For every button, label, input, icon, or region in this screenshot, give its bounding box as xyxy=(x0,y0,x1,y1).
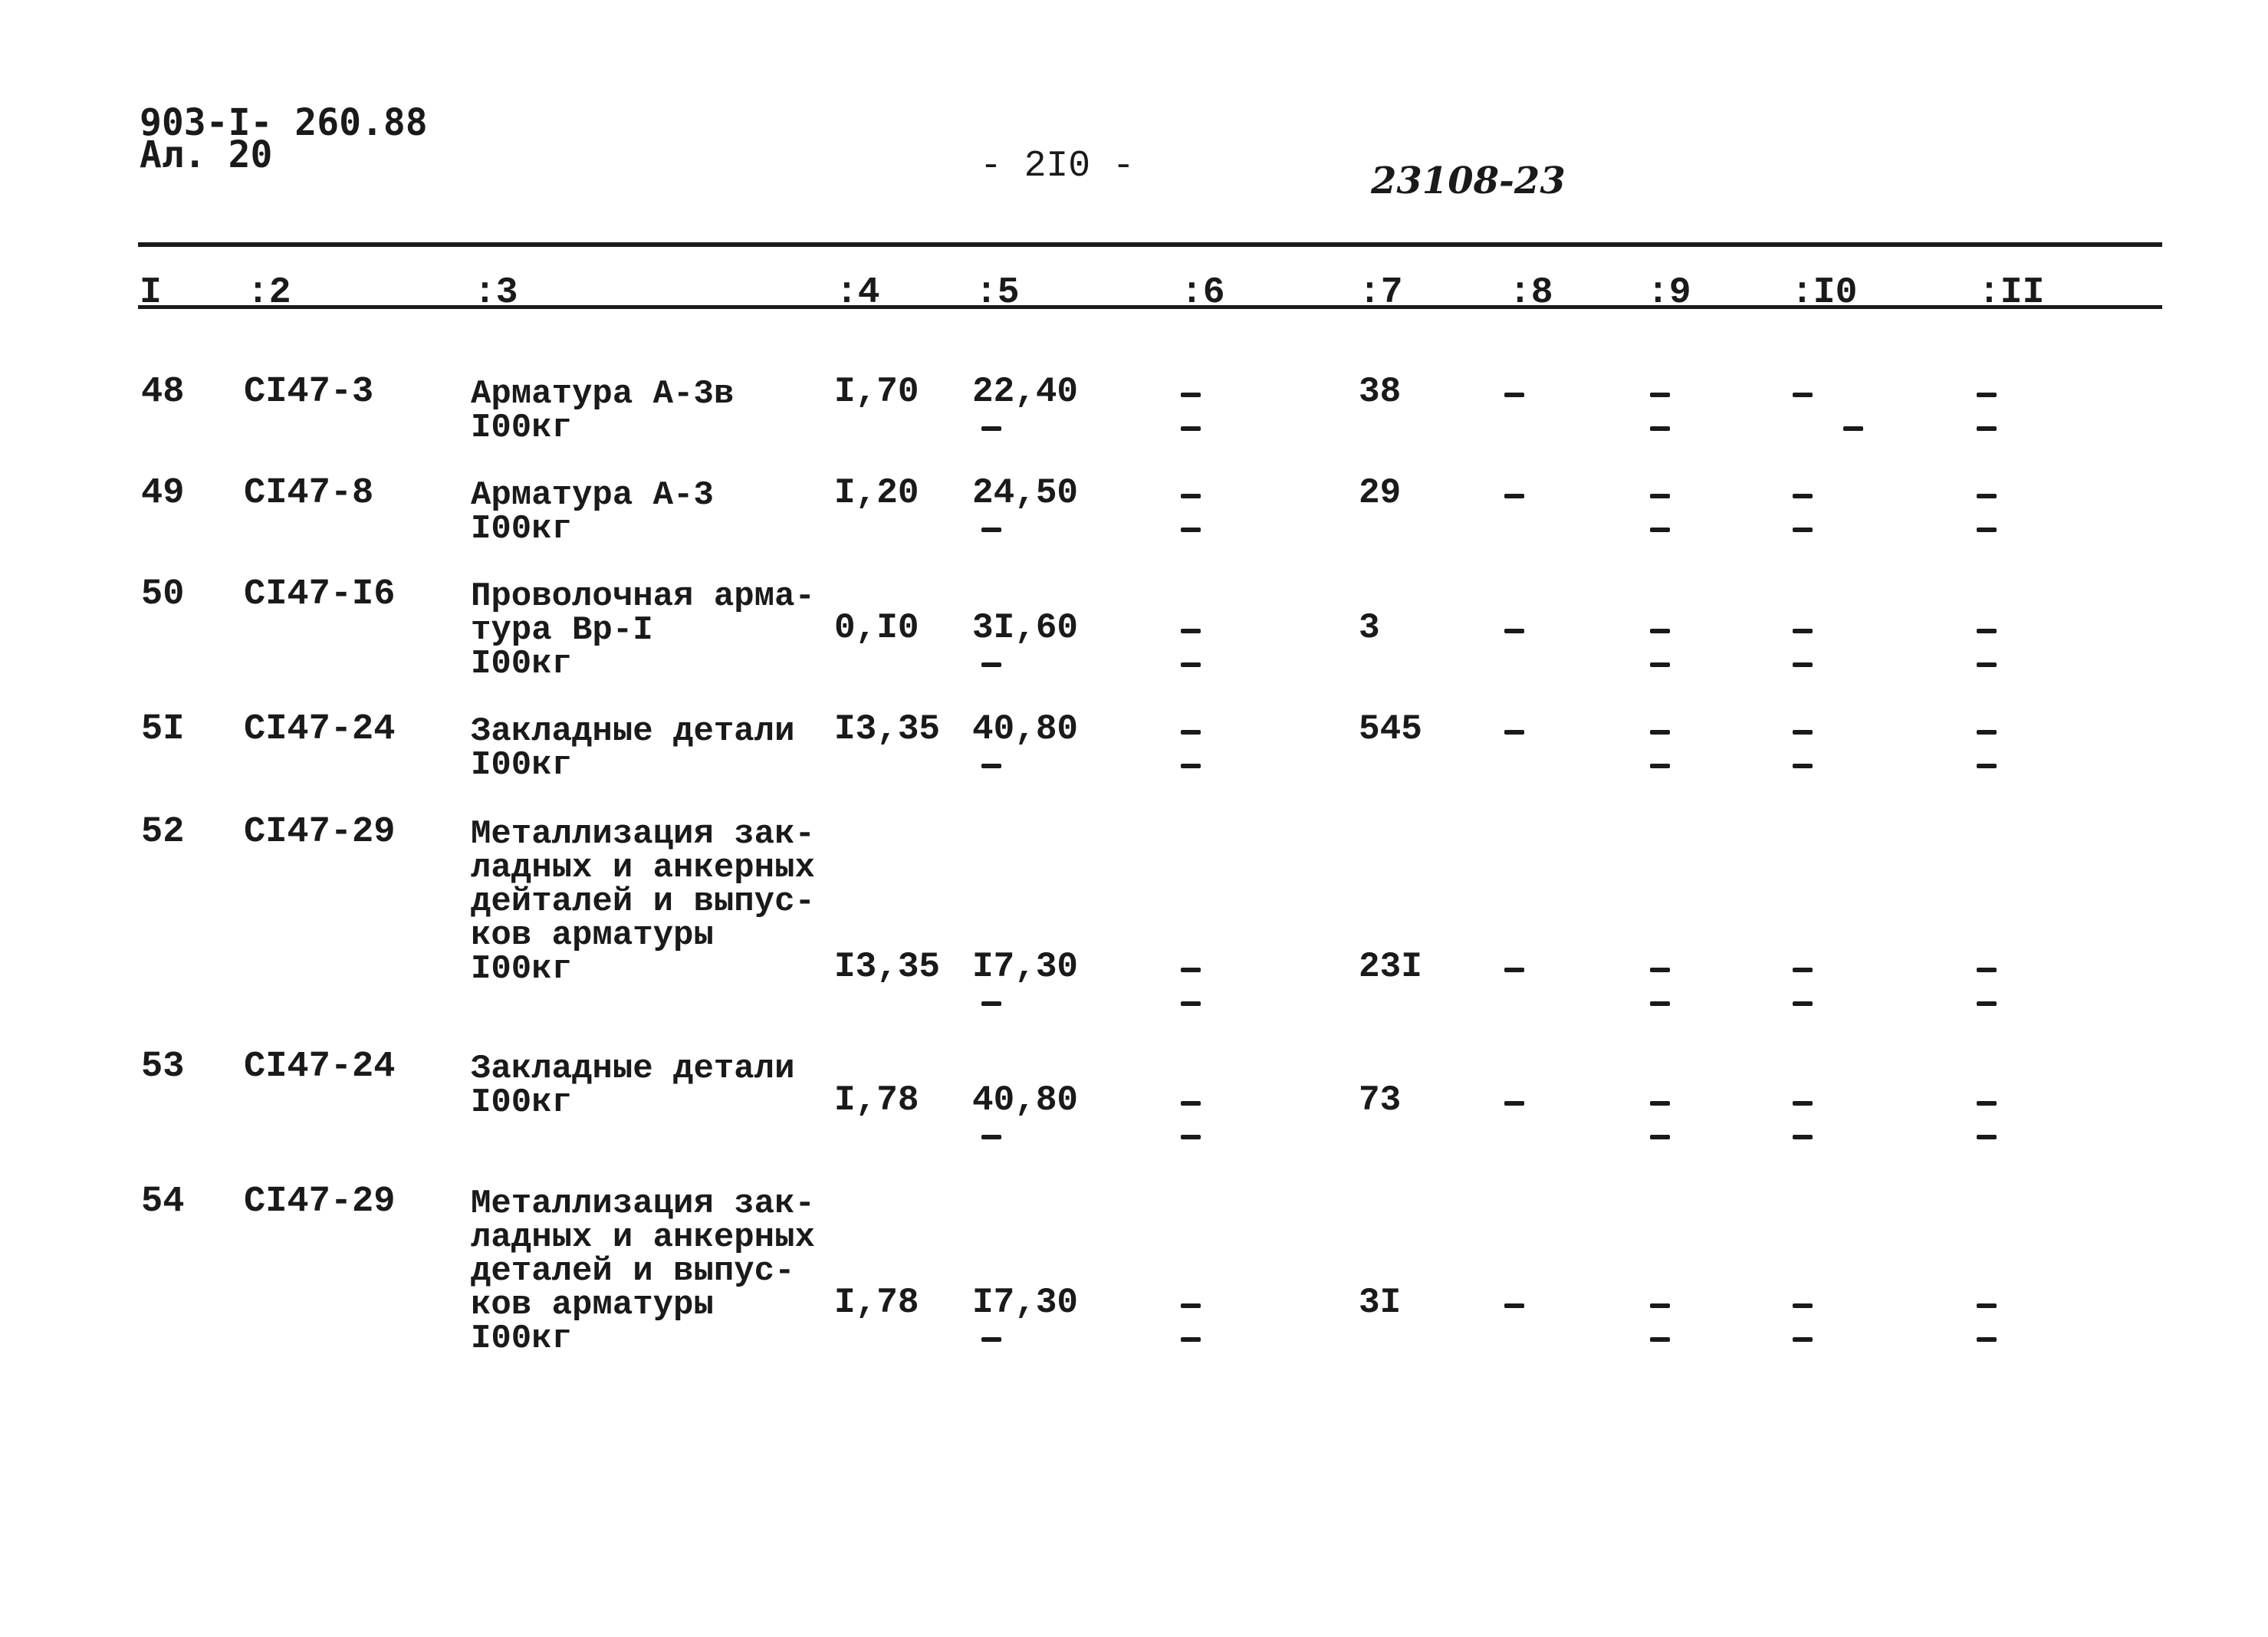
rate-code: CI47-3 xyxy=(244,372,374,413)
col9-dash xyxy=(1650,426,1670,431)
col6-dash xyxy=(1181,426,1201,431)
total-value: 73 xyxy=(1359,1080,1402,1120)
quantity-value: I,20 xyxy=(834,473,919,513)
work-description: Закладные детали I00кг xyxy=(471,1050,795,1122)
col8-dash xyxy=(1504,393,1524,397)
column-header-9: :9 xyxy=(1647,272,1691,314)
rate-code: CI47-24 xyxy=(244,1047,396,1087)
total-value: 38 xyxy=(1359,372,1402,412)
rate-code: CI47-8 xyxy=(244,473,374,514)
row-number: 5I xyxy=(141,709,185,750)
total-value: 3I xyxy=(1359,1283,1402,1323)
col9-dash xyxy=(1650,1337,1670,1342)
column-header-2: :2 xyxy=(247,272,291,314)
quantity-value: I3,35 xyxy=(834,709,941,749)
unit-price-value: 22,40 xyxy=(972,372,1079,412)
col6-dash xyxy=(1181,1001,1201,1006)
quantity-value: I,70 xyxy=(834,372,919,412)
col8-dash xyxy=(1504,968,1524,972)
col10-dash xyxy=(1793,1303,1813,1308)
column-header-1: I xyxy=(140,272,162,314)
quantity-value: I,78 xyxy=(834,1080,919,1120)
column-header-3: :3 xyxy=(474,272,518,314)
rate-code: CI47-29 xyxy=(244,1182,396,1222)
total-value: 23I xyxy=(1359,947,1422,987)
col9-dash xyxy=(1650,1135,1670,1139)
col6-dash xyxy=(1181,393,1201,397)
row-number: 53 xyxy=(141,1047,185,1087)
col8-dash xyxy=(1504,1303,1524,1308)
col6-dash xyxy=(1181,968,1201,972)
quantity-value: I,78 xyxy=(834,1283,919,1323)
col5-dash xyxy=(981,1135,1001,1139)
col10-dash xyxy=(1793,393,1813,397)
col10-dash xyxy=(1793,629,1813,633)
col8-dash xyxy=(1504,1101,1524,1106)
unit-price-value: 40,80 xyxy=(972,709,1079,749)
column-header-4: :4 xyxy=(836,272,880,314)
col6-dash xyxy=(1181,494,1201,498)
top-rule xyxy=(138,242,2162,247)
col11-dash xyxy=(1977,528,1997,532)
work-description: Проволочная арма- тура Вр-I I00кг xyxy=(471,577,815,683)
col10-dash xyxy=(1793,662,1813,667)
col9-dash xyxy=(1650,1101,1670,1106)
col11-dash xyxy=(1977,764,1997,768)
work-description: Металлизация зак- ладных и анкерных дейталей и выпус- ков арматуры I00кг xyxy=(471,815,815,988)
col8-dash xyxy=(1504,494,1524,498)
col11-dash xyxy=(1977,1135,1997,1139)
col5-dash xyxy=(981,1001,1001,1006)
unit-price-value: I7,30 xyxy=(972,1283,1079,1323)
col10-dash xyxy=(1793,1101,1813,1106)
row-number: 52 xyxy=(141,812,185,853)
column-header-8: :8 xyxy=(1509,272,1553,314)
page-number: - 2I0 - xyxy=(980,146,1135,187)
row-number: 54 xyxy=(141,1182,185,1222)
col8-dash xyxy=(1504,629,1524,633)
col11-dash xyxy=(1977,393,1997,397)
col9-dash xyxy=(1650,528,1670,532)
col10-dash xyxy=(1793,1337,1813,1342)
col9-dash xyxy=(1650,1001,1670,1006)
col6-dash xyxy=(1181,764,1201,768)
rate-code: CI47-I6 xyxy=(244,574,396,615)
total-value: 3 xyxy=(1359,608,1380,648)
col11-dash xyxy=(1977,426,1997,431)
col6-dash xyxy=(1181,528,1201,532)
unit-price-value: 3I,60 xyxy=(972,608,1079,648)
col9-dash xyxy=(1650,494,1670,498)
col6-dash xyxy=(1181,1135,1201,1139)
col10-dash xyxy=(1793,494,1813,498)
column-header-5: :5 xyxy=(975,272,1020,314)
col9-dash xyxy=(1650,393,1670,397)
col5-dash xyxy=(981,764,1001,768)
row-number: 48 xyxy=(141,372,185,413)
col11-dash xyxy=(1977,1001,1997,1006)
work-description: Арматура А-3 I00кг xyxy=(471,476,714,548)
handwritten-reference: 23108-23 xyxy=(1371,159,1566,202)
col11-dash xyxy=(1977,662,1997,667)
column-header-11: :II xyxy=(1978,272,2045,314)
sheet-number: Ал. 20 xyxy=(140,133,273,176)
row-number: 50 xyxy=(141,574,185,615)
unit-price-value: 40,80 xyxy=(972,1080,1079,1120)
col6-dash xyxy=(1181,662,1201,667)
col11-dash xyxy=(1977,494,1997,498)
col11-dash xyxy=(1977,1303,1997,1308)
rate-code: CI47-24 xyxy=(244,709,396,750)
col11-dash xyxy=(1977,629,1997,633)
row-number: 49 xyxy=(141,473,185,514)
header-bottom-rule xyxy=(138,305,2162,309)
col5-dash xyxy=(981,528,1001,532)
rate-code: CI47-29 xyxy=(244,812,396,853)
col10-dash xyxy=(1843,426,1863,431)
col9-dash xyxy=(1650,968,1670,972)
total-value: 545 xyxy=(1359,709,1422,749)
col9-dash xyxy=(1650,629,1670,633)
unit-price-value: I7,30 xyxy=(972,947,1079,987)
col11-dash xyxy=(1977,1337,1997,1342)
col6-dash xyxy=(1181,1101,1201,1106)
col11-dash xyxy=(1977,1101,1997,1106)
column-header-7: :7 xyxy=(1359,272,1403,314)
col10-dash xyxy=(1793,1001,1813,1006)
col9-dash xyxy=(1650,1303,1670,1308)
col10-dash xyxy=(1793,1135,1813,1139)
col10-dash xyxy=(1793,968,1813,972)
col6-dash xyxy=(1181,730,1201,735)
col11-dash xyxy=(1977,968,1997,972)
col9-dash xyxy=(1650,662,1670,667)
column-header-10: :I0 xyxy=(1791,272,1858,314)
document-code: 903-I- 260.88 xyxy=(140,101,428,144)
column-header-6: :6 xyxy=(1181,272,1225,314)
col5-dash xyxy=(981,1337,1001,1342)
work-description: Закладные детали I00кг xyxy=(471,712,795,784)
col6-dash xyxy=(1181,629,1201,633)
col10-dash xyxy=(1793,764,1813,768)
quantity-value: 0,I0 xyxy=(834,608,919,648)
quantity-value: I3,35 xyxy=(834,947,941,987)
work-description: Металлизация зак- ладных и анкерных деталей и выпус- ков арматуры I00кг xyxy=(471,1185,815,1358)
col6-dash xyxy=(1181,1303,1201,1308)
unit-price-value: 24,50 xyxy=(972,473,1079,513)
work-description: Арматура А-3в I00кг xyxy=(471,375,735,447)
col5-dash xyxy=(981,662,1001,667)
col9-dash xyxy=(1650,730,1670,735)
col8-dash xyxy=(1504,730,1524,735)
total-value: 29 xyxy=(1359,473,1402,513)
col10-dash xyxy=(1793,528,1813,532)
col6-dash xyxy=(1181,1337,1201,1342)
col11-dash xyxy=(1977,730,1997,735)
col9-dash xyxy=(1650,764,1670,768)
col5-dash xyxy=(981,426,1001,431)
col10-dash xyxy=(1793,730,1813,735)
